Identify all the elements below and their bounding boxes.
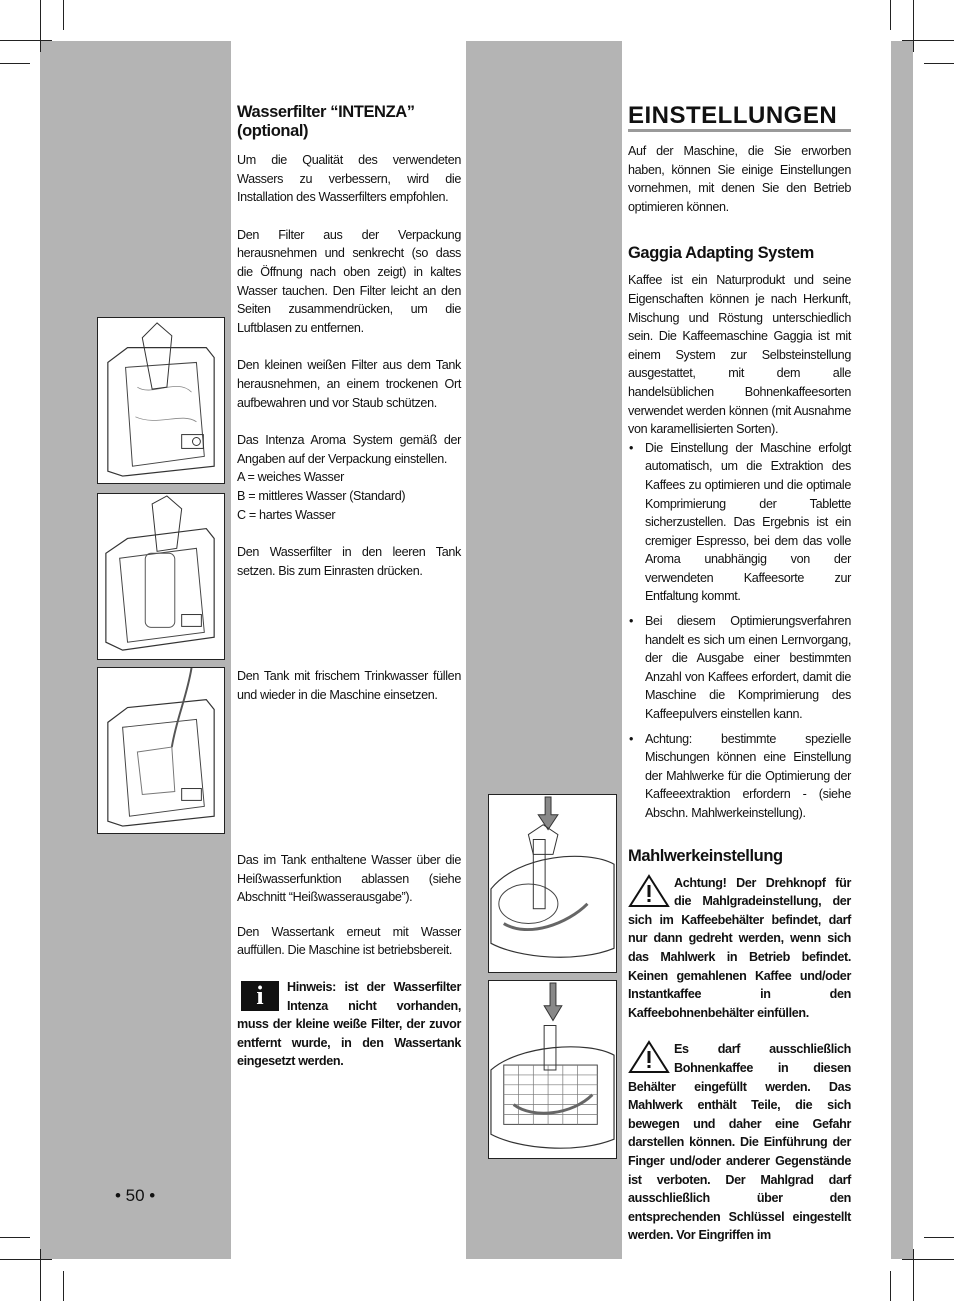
warning-text: Es darf ausschließlich Bohnenkaffee in diesen Behälter eingefüllt werden. Das Mahlwerk enthält Teile, die sich bewegen und daher eine Gefahr darstellen können. Die Einführung der Finger und/oder anderer Gegenstände ist verboten. Der Mahlgrad darf ausschließlich über den entsprechenden Schlüssel eingestellt werden. Vor Eingriffen im [628, 1042, 851, 1243]
list-item: • Achtung: bestimmte spezielle Mischungen können eine Einstellung der Mahlwerke für die Optimierung der Kaffeeextraktion erfordern - (siehe Abschn. Mahlwerkeinstellung). [628, 730, 851, 823]
crop-mark [924, 1237, 954, 1238]
crop-mark [890, 1271, 891, 1301]
paragraph: Den Tank mit frischem Trinkwasser füllen und wieder in die Maschine einsetzen. [237, 669, 461, 702]
filter-immersion-illustration [97, 317, 225, 484]
crop-mark [924, 63, 954, 64]
heading-rule [628, 129, 851, 132]
hardness-option-b: B = mittleres Wasser (Standard) [237, 488, 406, 503]
warning-block [628, 874, 851, 1023]
hardness-option-c: C = hartes Wasser [237, 507, 336, 522]
crop-mark [63, 0, 64, 30]
left-text-column [237, 103, 461, 580]
list-item: • Die Einstellung der Maschine erfolgt automatisch, um die Extraktion des Kaffees zu optimieren und die optimale Komprimierung der Tablette sicherzustellen. Das Ergebnis ist ein cremiger Espresso, bei dem das volle Aroma unabhängig von der verwendeten Kaffeesorte zur Entfaltung kommt. [628, 439, 851, 606]
paragraph: Den Wasserfilter in den leeren Tank setzen. Bis zum Einrasten drücken. [237, 545, 461, 578]
grinder-setting-illustration [488, 980, 617, 1159]
tank-filling-illustration [97, 667, 225, 834]
crop-mark [40, 0, 41, 52]
crop-mark [40, 1249, 41, 1301]
crop-mark [0, 40, 52, 41]
crop-mark [0, 1259, 52, 1260]
crop-mark [0, 63, 30, 64]
water-filter-heading: Wasserfilter “INTENZA” (optional) [237, 103, 415, 140]
settings-heading: EINSTELLUNGEN [628, 102, 838, 129]
gaggia-adapting-heading: Gaggia Adapting System [628, 244, 814, 263]
hardness-option-a: A = weiches Wasser [237, 470, 344, 485]
left-text-column-bottom [237, 851, 461, 1071]
page-number: • 50 • [115, 1186, 156, 1205]
crop-mark [913, 1249, 914, 1301]
crop-mark [0, 1237, 30, 1238]
gaggia-bullet-list [628, 439, 851, 823]
grinder-knob-illustration [488, 794, 617, 973]
warning-text: Achtung! Der Drehknopf für die Mahlgradeinstellung, der sich im Kaffeebehälter befindet, darf nur dann gedreht werden, wenn sich das Mahlwerk in Betrieb befindet. Keinen gemahlenen Kaffee und/oder Instantkaffee in den Kaffeebohnenbehälter einfüllen. [628, 875, 851, 1020]
paragraph: Das Intenza Aroma System gemäß der Angaben auf der Verpackung einstellen. [237, 433, 461, 466]
crop-mark [902, 40, 954, 41]
warning-block [628, 1040, 851, 1245]
crop-mark [913, 0, 914, 52]
right-text-column [628, 103, 851, 1245]
paragraph: Auf der Maschine, die Sie erworben haben, können Sie einige Einstellungen vornehmen, mit denen Sie den Betrieb optimieren können. [628, 144, 851, 214]
crop-mark [63, 1271, 64, 1301]
left-text-column-lower [237, 667, 461, 704]
list-item: • Bei diesem Optimierungsverfahren handelt es sich um einen Lernvorgang, der die Ausgabe einer bestimmten Anzahl von Kaffees erfordert, damit die Maschine die Komprimierung des Kaffeepulvers einstellen kann. [628, 612, 851, 724]
crop-mark [902, 1259, 954, 1260]
info-note [237, 978, 461, 1071]
warning-icon [628, 1040, 670, 1074]
paragraph: Den Wassertank erneut mit Wasser auffüllen. Die Maschine ist betriebsbereit. [237, 924, 461, 958]
warning-icon [628, 874, 670, 908]
filter-insertion-illustration [97, 493, 225, 660]
grinder-setting-heading: Mahlwerkeinstellung [628, 846, 783, 865]
paragraph: Das im Tank enthaltene Wasser über die Heißwasserfunktion ablassen (siehe Abschnitt “Heißwasserausgabe”). [237, 853, 461, 905]
paragraph: Um die Qualität des verwendeten Wassers zu verbessern, wird die Installation des Wasserfilters empfohlen. [237, 153, 461, 205]
info-note-text: Hinweis: ist der Wasserfilter Intenza nicht vorhanden, muss der kleine weiße Filter, der zuvor entfernt wurde, in den Wassertank eingesetzt werden. [237, 979, 461, 1069]
info-icon: i [241, 981, 279, 1011]
paragraph: Kaffee ist ein Naturprodukt und seine Eigenschaften können je nach Herkunft, Mischung und Röstung unterschiedlich sein. Die Kaffeemaschine Gaggia ist mit einem System zur Selbsteinstellung ausgestattet, mit dem alle handelsüblichen Bohnenkaffeesorten verwendet werden können (mit Ausnahme von karamellisierten Sorten). [628, 273, 851, 437]
right-margin-band [891, 41, 913, 1259]
crop-mark [890, 0, 891, 30]
paragraph: Den kleinen weißen Filter aus dem Tank herausnehmen, an einem trockenen Ort aufbewahren und vor Staub schützen. [237, 358, 461, 410]
paragraph: Den Filter aus der Verpackung herausnehmen und senkrecht (so dass die Öffnung nach oben zeigt) in kaltes Wasser tauchen. Den Filter leicht an den Seiten zusammendrücken, um die Luftblasen zu entfernen. [237, 227, 461, 335]
